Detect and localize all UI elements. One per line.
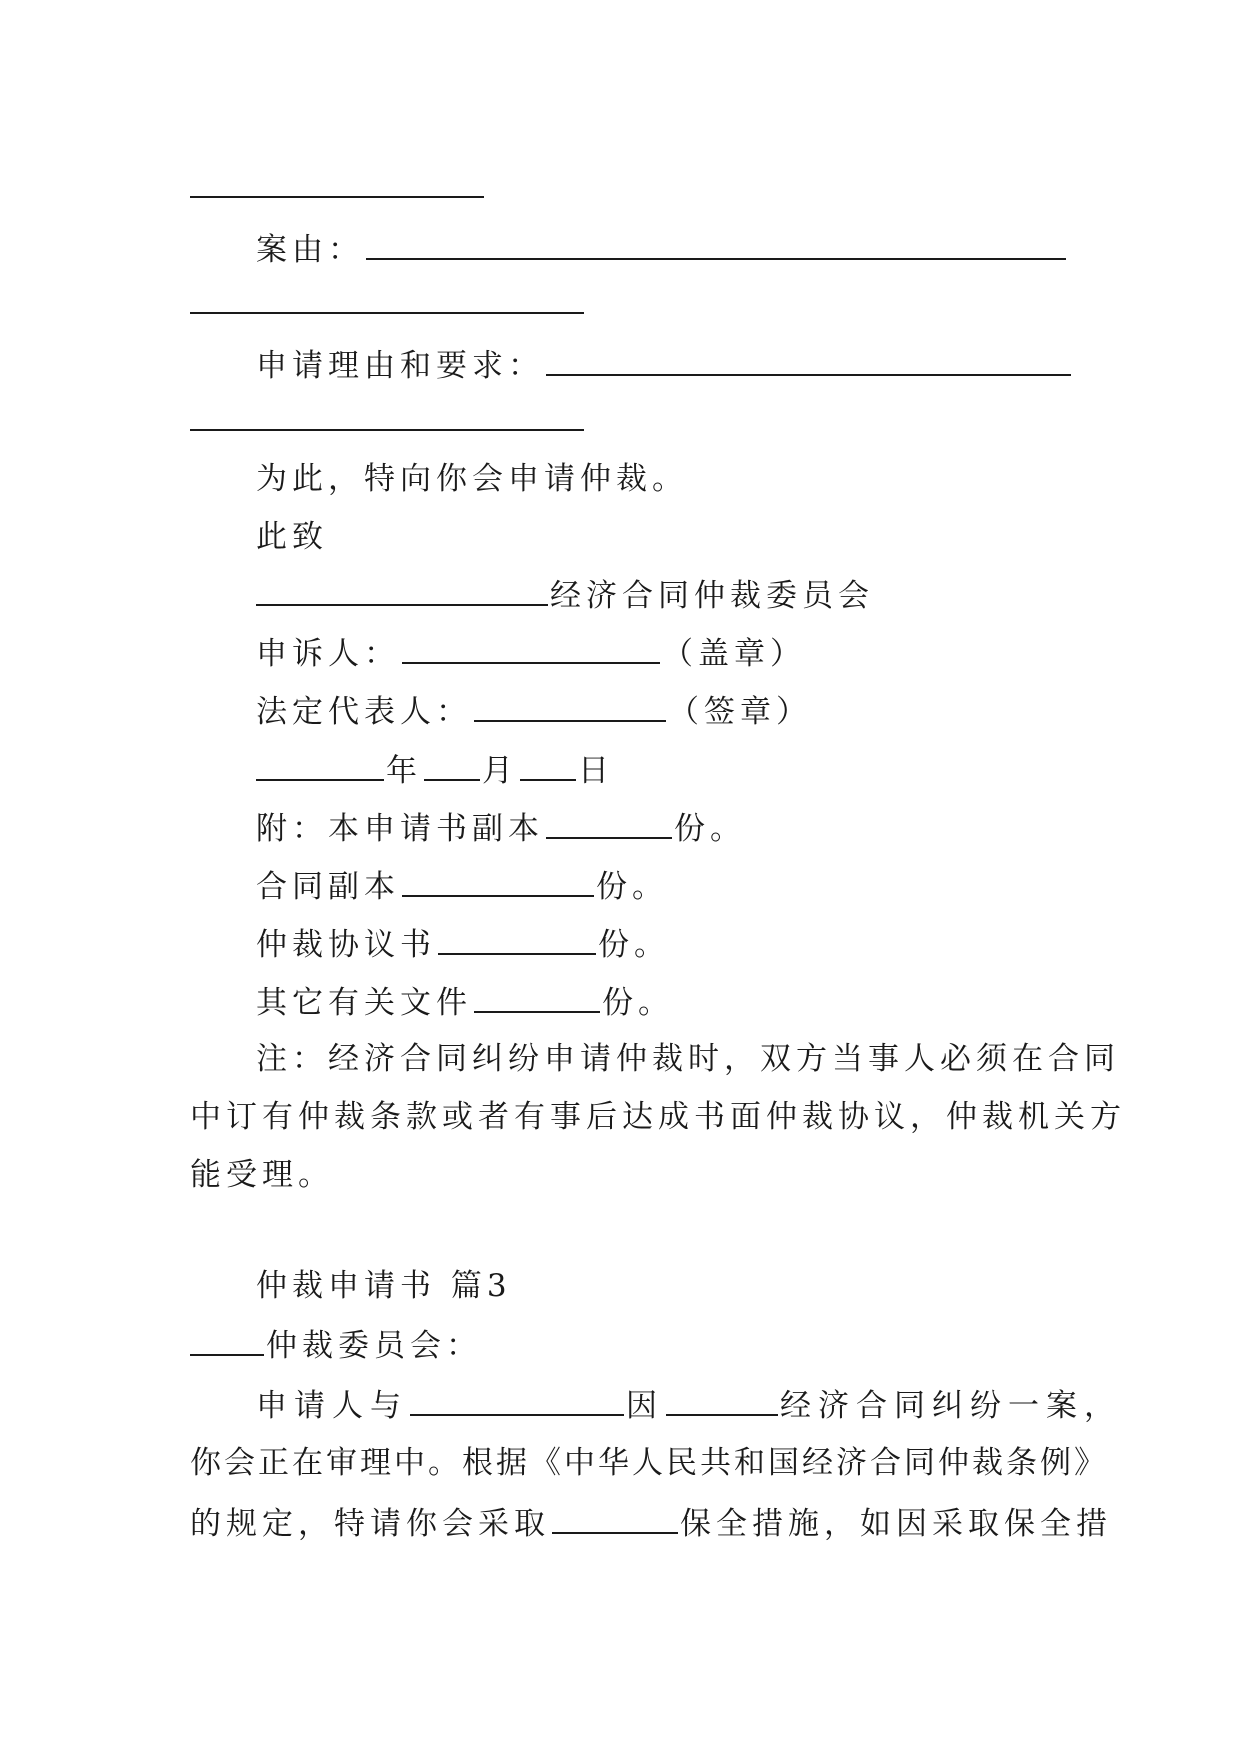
date-line [256,749,614,791]
addressee-blank [190,1324,264,1356]
request-sentence: 为此，特向你会申请仲裁。 [256,461,688,497]
body-line-2: 你会正在审理中。根据《中华人民共和国经济合同仲裁条例》 [190,1445,1108,1481]
case-label: 案由： [256,232,364,268]
attachment-line [256,807,746,849]
representative-line [256,690,812,732]
agreement-copies-blank [438,923,596,955]
body-line3-b: 保全措施，如因采取保全措 [680,1506,1112,1542]
contract-copies-blank [402,865,594,897]
day-blank [520,749,576,781]
signature-note: （签章） [668,694,812,730]
agreement-copies-suffix: 份。 [598,927,670,963]
fill-in-rule-top [190,196,484,198]
seal-note: （盖章） [662,636,806,672]
body-p1-c: 经济合同纠纷一案， [780,1388,1122,1424]
case-blank [366,228,1066,260]
attach-label: 附：本申请书副本 [256,811,544,847]
month-blank [424,749,480,781]
body-line3-a: 的规定，特请你会采取 [190,1506,550,1542]
applicant-blank [402,632,660,664]
agreement-label: 仲裁协议书 [256,927,436,963]
reason-label: 申请理由和要求： [256,348,544,384]
body-p1-b: 因 [626,1388,664,1424]
body-line-3 [190,1502,1112,1544]
contract-copies-suffix: 份。 [596,869,668,905]
other-docs-label: 其它有关文件 [256,985,472,1021]
other-docs-copies-blank [474,981,600,1013]
section-title: 仲裁申请书 篇3 [256,1268,512,1304]
reason-continuation-rule [190,429,584,431]
note-line-3: 能受理。 [190,1157,334,1193]
salutation: 此致 [256,519,328,555]
measure-blank [552,1502,678,1534]
year-blank [256,749,384,781]
note-line-1: 注：经济合同纠纷申请仲裁时，双方当事人必须在合同 [256,1041,1120,1077]
attach-copies-blank [546,807,672,839]
representative-label: 法定代表人： [256,694,472,730]
reason-line [256,344,1073,386]
representative-blank [474,690,666,722]
note-line-2: 中订有仲裁条款或者有事后达成书面仲裁协议，仲裁机关方 [190,1099,1126,1135]
applicant-line [256,632,806,674]
contract-copy-line [256,865,668,907]
case-continuation-rule [190,312,584,314]
body-p1-a: 申请人与 [256,1388,408,1424]
committee-name-blank [256,574,548,606]
addressee-suffix: 仲裁委员会： [266,1328,482,1364]
other-docs-copies-suffix: 份。 [602,985,674,1021]
year-label: 年 [386,753,422,789]
day-label: 日 [578,753,614,789]
reason-blank [546,344,1071,376]
case-line [256,228,1068,270]
agreement-line [256,923,670,965]
month-label: 月 [482,753,518,789]
attach-copies-suffix: 份。 [674,811,746,847]
body-line-1 [256,1384,1122,1426]
contract-copy-label: 合同副本 [256,869,400,905]
party-blank [410,1384,624,1416]
addressee-line [190,1324,482,1366]
dispute-blank [666,1384,778,1416]
committee-suffix: 经济合同仲裁委员会 [550,578,874,614]
committee-line [256,574,874,616]
applicant-label: 申诉人： [256,636,400,672]
other-docs-line [256,981,674,1023]
